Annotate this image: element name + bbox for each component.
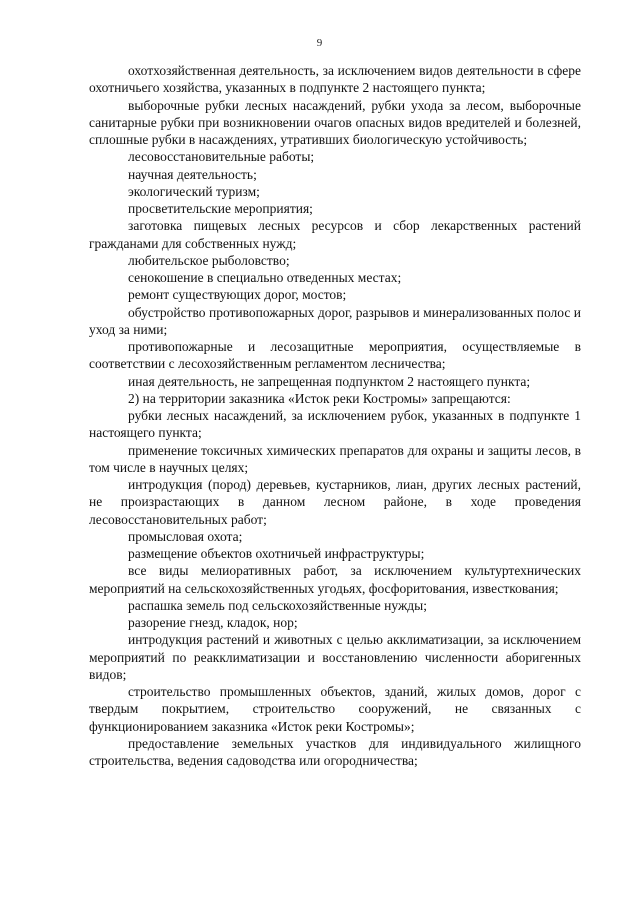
paragraph: сенокошение в специально отведенных местах;: [128, 270, 402, 285]
paragraph: распашка земель под сельскохозяйственные нужды;: [128, 597, 427, 613]
paragraph: интродукция растений и животных с целью акклиматизации, за исключением мероприятий по реакклиматизации и восстановлению численности аборигенных видов;: [89, 632, 581, 682]
paragraph: строительство промышленных объектов, зданий, жилых домов, дорог с твердым покрытием, строительство сооружений, не связанных с функционированием заказника «Исток реки Костромы»;: [89, 684, 581, 734]
paragraph: заготовка пищевых лесных ресурсов и сбор лекарственных растений гражданами для собственных нужд;: [89, 218, 581, 251]
paragraph: экологический туризм;: [128, 183, 260, 199]
paragraph: охотхозяйственная деятельность, за исключением видов деятельности в сфере охотничьего хозяйства, указанных в подпункте 2 настоящего пункта;: [89, 63, 581, 96]
paragraph: интродукция (пород) деревьев, кустарников, лиан, других лесных растений, не произрастающих в данном лесном районе, в ходе проведения лесовосстановительных работ;: [89, 477, 581, 527]
paragraph: все виды мелиоративных работ, за исключением культуртехнических мероприятий на сельскохозяйственных угодьях, фосфоритования, известкования;: [89, 563, 581, 596]
paragraph: 2) на территории заказника «Исток реки Костромы» запрещаются:: [128, 390, 511, 406]
paragraph: применение токсичных химических препаратов для охраны и защиты лесов, в том числе в научных целях;: [89, 442, 581, 475]
page-number: 9: [316, 37, 323, 49]
paragraph: разорение гнезд, кладок, нор;: [128, 615, 298, 630]
paragraph: рубки лесных насаждений, за исключением рубок, указанных в подпункте 1 настоящего пункта;: [89, 408, 581, 441]
paragraph: предоставление земельных участков для индивидуального жилищного строительства, ведения садоводства или огородничества;: [89, 735, 581, 768]
paragraph: размещение объектов охотничьей инфраструктуры;: [128, 546, 425, 561]
paragraph: ремонт существующих дорог, мостов;: [128, 287, 347, 303]
paragraph: научная деятельность;: [128, 166, 257, 182]
paragraph: выборочные рубки лесных насаждений, рубки ухода за лесом, выборочные санитарные рубки при возникновении очагов опасных видов вредителей и болезней, сплошные рубки в насаждениях, утративших биологическую устойчивость;: [89, 97, 581, 147]
paragraph: обустройство противопожарных дорог, разрывов и минерализованных полос и уход за ними;: [89, 304, 581, 337]
document-body: [89, 62, 581, 769]
paragraph: просветительские мероприятия;: [128, 201, 313, 216]
paragraph: иная деятельность, не запрещенная подпунктом 2 настоящего пункта;: [128, 373, 531, 389]
paragraph: промысловая охота;: [128, 528, 243, 544]
paragraph: лесовосстановительные работы;: [128, 149, 315, 165]
paragraph: противопожарные и лесозащитные мероприятия, осуществляемые в соответствии с лесохозяйственным регламентом лесничества;: [89, 339, 581, 372]
paragraph: любительское рыболовство;: [128, 252, 290, 268]
